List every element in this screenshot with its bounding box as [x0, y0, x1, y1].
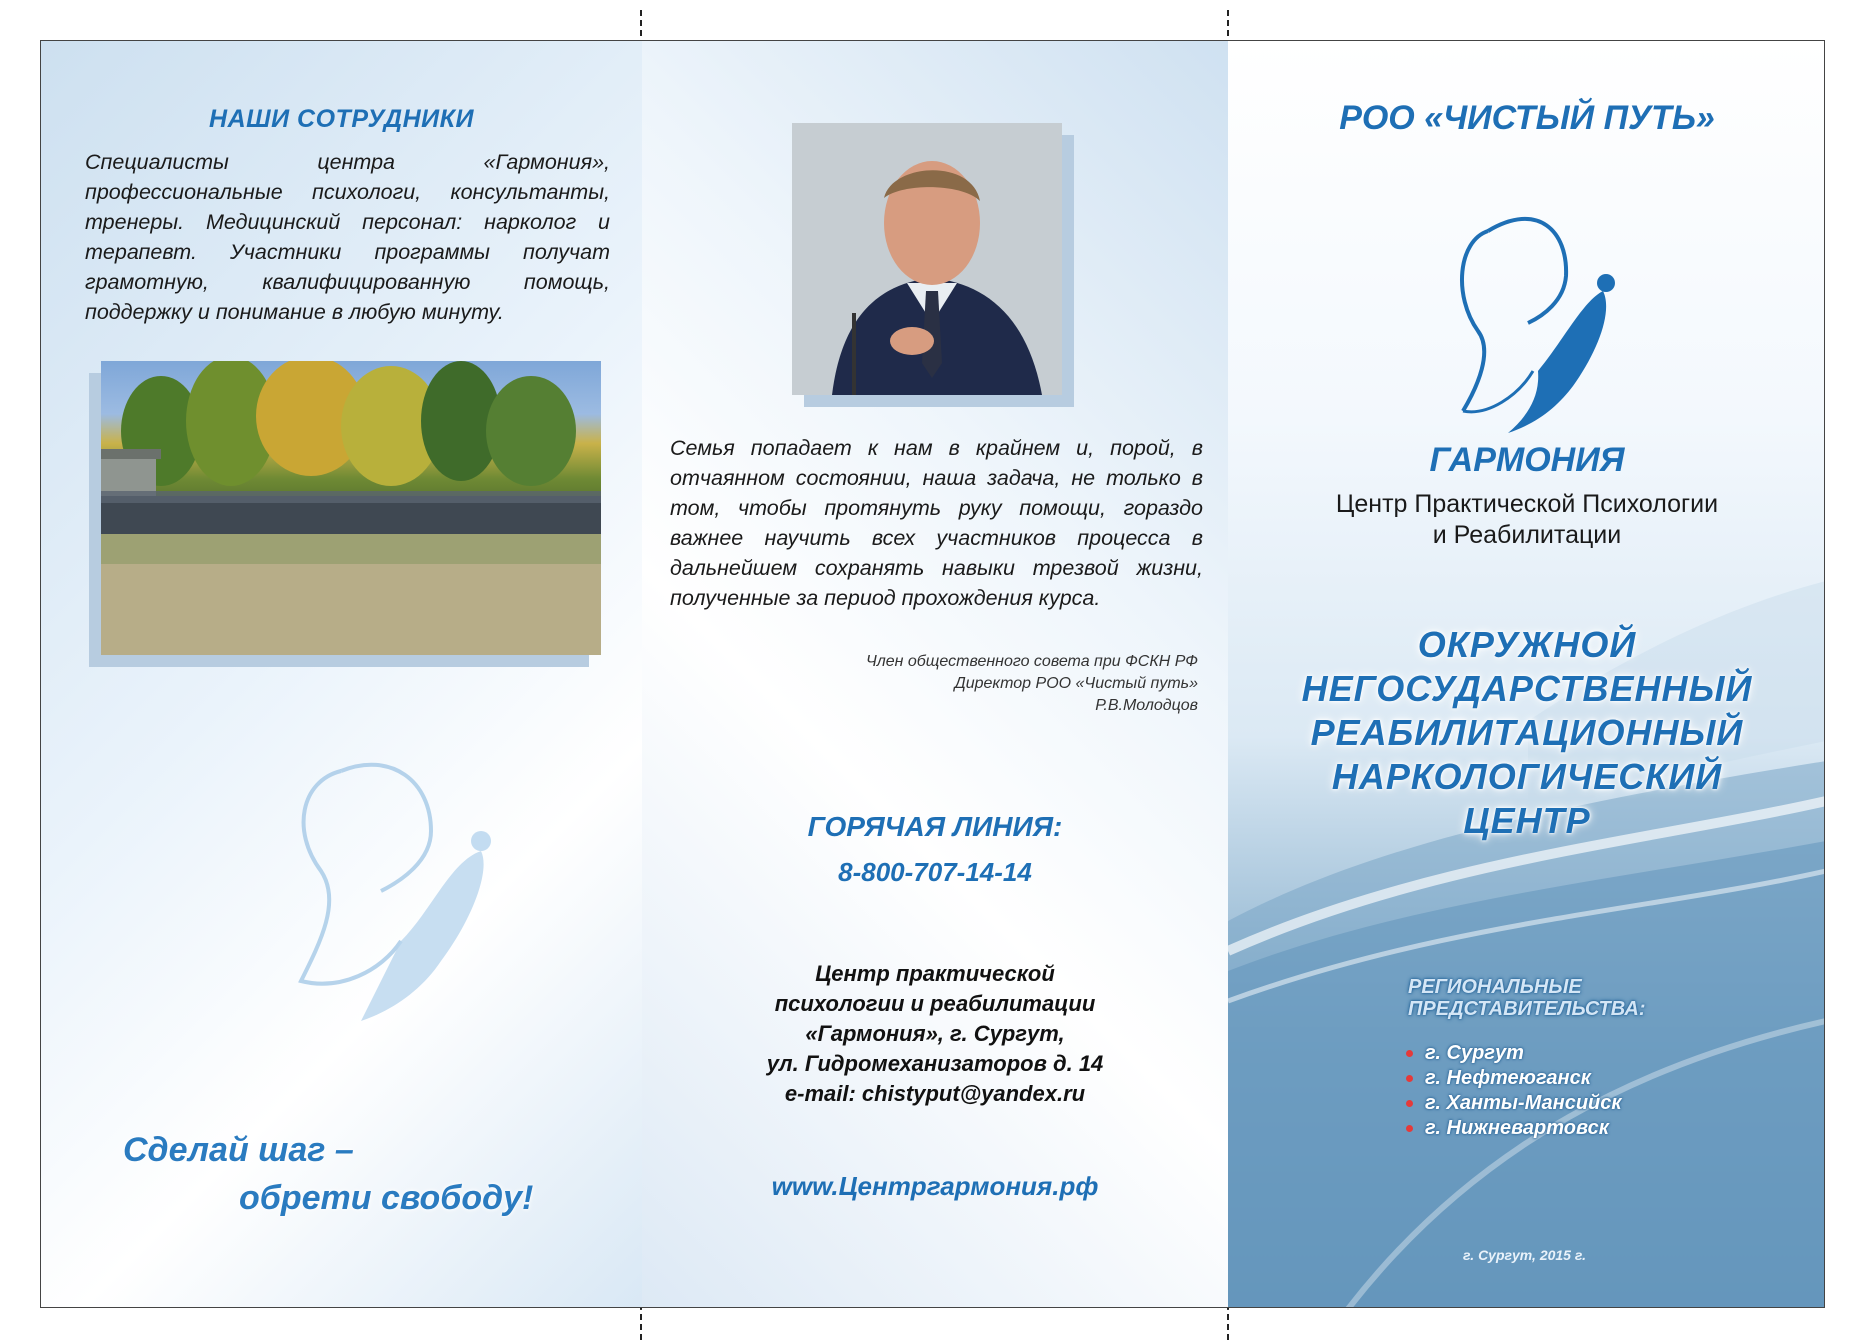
brochure-sheet — [40, 40, 1825, 1308]
regions-title-line: РЕГИОНАЛЬНЫЕ — [1408, 976, 1582, 998]
brand-subtitle-line: и Реабилитации — [1432, 521, 1622, 549]
center-title-line: НЕГОСУДАРСТВЕННЫЙ — [1301, 668, 1753, 709]
quote-signature — [866, 651, 1198, 717]
signature-line: Р.В.Молодцов — [1095, 697, 1198, 714]
panel-cover — [1228, 41, 1825, 1307]
region-name: г. Сургут — [1425, 1042, 1524, 1064]
bullet-icon — [1406, 1075, 1413, 1082]
brand-subtitle — [1228, 489, 1825, 551]
director-quote: Семья попадает к нам в крайнем и, порой, в отчаянном состоянии, наша задача, не только в том, чтобы протянуть руку помощи, гораздо важнее научить всех участников процесса в дальнейшем сохранять навыки трезвой жизни, полученные за период прохождения курса. — [670, 436, 1203, 610]
slogan-line-1: Сделай шаг – — [123, 1131, 354, 1169]
region-name: г. Нефтеюганск — [1425, 1067, 1591, 1089]
organization-name: РОО «ЧИСТЫЙ ПУТЬ» — [1339, 99, 1715, 137]
region-item — [1406, 1066, 1622, 1091]
group-photo — [101, 361, 601, 655]
center-title-line: НАРКОЛОГИЧЕСКИЙ — [1331, 756, 1723, 797]
regions-title — [1408, 976, 1646, 1020]
region-item — [1406, 1091, 1622, 1116]
brand-name: ГАРМОНИЯ — [1429, 441, 1625, 479]
center-title-line: ОКРУЖНОЙ — [1417, 624, 1637, 665]
center-title — [1228, 623, 1825, 843]
bullet-icon — [1406, 1100, 1413, 1107]
city-year: г. Сургут, 2015 г. — [1463, 1247, 1587, 1263]
contact-address — [642, 959, 1228, 1109]
staff-text: Специалисты центра «Гармония», профессиональные психологи, консультанты, тренеры. Медицинский персонал: нарколог и терапевт. Участники программы получат грамотную, квалифицированную помощь, поддержку и понимание в любую минуту. — [85, 150, 610, 324]
signature-line: Директор РОО «Чистый путь» — [954, 675, 1198, 692]
website-link[interactable]: www.Центргармония.рф — [771, 1171, 1099, 1201]
director-portrait — [792, 123, 1062, 395]
staff-title: НАШИ СОТРУДНИКИ — [209, 105, 474, 133]
region-name: г. Нижневартовск — [1425, 1117, 1609, 1139]
center-title-line: ЦЕНТР — [1463, 800, 1591, 841]
address-line: психологии и реабилитации — [774, 991, 1096, 1016]
bullet-icon — [1406, 1125, 1413, 1132]
slogan-line-2: обрети свободу! — [239, 1179, 534, 1217]
harmony-logo-icon — [1448, 201, 1628, 441]
address-line: «Гармония», г. Сургут, — [805, 1021, 1065, 1046]
address-line: ул. Гидромеханизаторов д. 14 — [766, 1051, 1104, 1076]
signature-line: Член общественного совета при ФСКН РФ — [865, 653, 1198, 670]
regions-list — [1406, 1041, 1622, 1141]
hotline-title: ГОРЯЧАЯ ЛИНИЯ: — [807, 811, 1063, 842]
panel-staff — [41, 41, 642, 1307]
butterfly-watermark-icon — [281, 741, 511, 1041]
regions-title-line: ПРЕДСТАВИТЕЛЬСТВА: — [1408, 998, 1646, 1020]
bullet-icon — [1406, 1050, 1413, 1057]
panel-quote — [642, 41, 1228, 1307]
region-item — [1406, 1041, 1622, 1066]
region-item — [1406, 1116, 1622, 1141]
director-portrait-image — [792, 123, 1062, 395]
brand-subtitle-line: Центр Практической Психологии — [1335, 490, 1719, 518]
address-line: Центр практической — [815, 961, 1055, 986]
email-line[interactable]: e-mail: chistyput@yandex.ru — [784, 1081, 1086, 1106]
region-name: г. Ханты-Мансийск — [1425, 1092, 1622, 1114]
center-title-line: РЕАБИЛИТАЦИОННЫЙ — [1310, 712, 1744, 753]
hotline-phone[interactable]: 8-800-707-14-14 — [838, 857, 1032, 887]
group-photo-image — [101, 361, 601, 655]
